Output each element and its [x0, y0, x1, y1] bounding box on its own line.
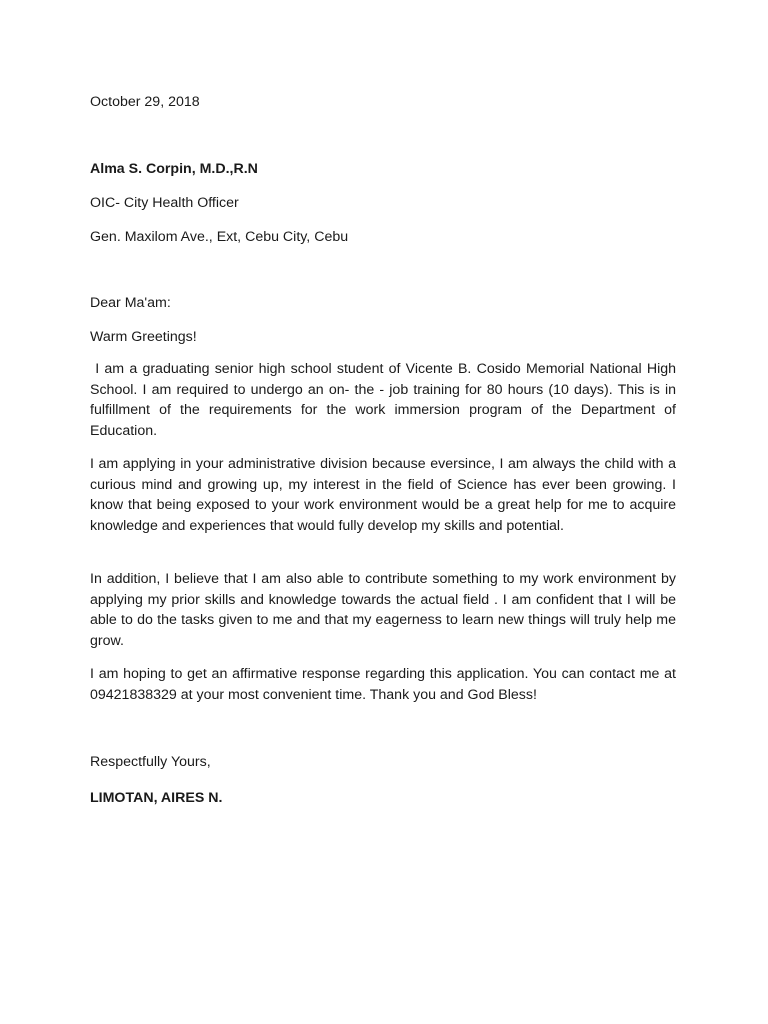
- greeting: Warm Greetings!: [90, 329, 197, 345]
- body-paragraph-2: I am applying in your administrative division because eversince, I am always the child with a curious mind and growing up, my interest in the field of Science has ever been growing. I know that being exposed to your work environment would be a great help for me to acquire knowledge and experiences that would fully develop my skills and potential.: [90, 456, 676, 534]
- closing: Respectfully Yours,: [90, 754, 211, 770]
- salutation: Dear Ma'am:: [90, 295, 171, 311]
- body-paragraph-3: In addition, I believe that I am also able to contribute something to my work environment by applying my prior skills and knowledge towards the actual field . I am confident that I will be able to do the tasks given to me and that my eagerness to learn new things will truly help me grow.: [90, 571, 676, 649]
- signature-name: LIMOTAN, AIRES N.: [90, 790, 223, 806]
- body-paragraph-1: I am a graduating senior high school student of Vicente B. Cosido Memorial National High School. I am required to undergo an on- the - job training for 80 hours (10 days). This is in fulfillment of the requirements for the work immersion program of the Department of Education.: [90, 361, 680, 439]
- body-paragraph-4: I am hoping to get an affirmative response regarding this application. You can contact me at 09421838329 at your most convenient time. Thank you and God Bless!: [90, 666, 676, 703]
- recipient-name: Alma S. Corpin, M.D.,R.N: [90, 161, 258, 177]
- recipient-title: OIC- City Health Officer: [90, 195, 239, 211]
- recipient-address: Gen. Maxilom Ave., Ext, Cebu City, Cebu: [90, 229, 349, 245]
- letter-date: October 29, 2018: [90, 94, 200, 110]
